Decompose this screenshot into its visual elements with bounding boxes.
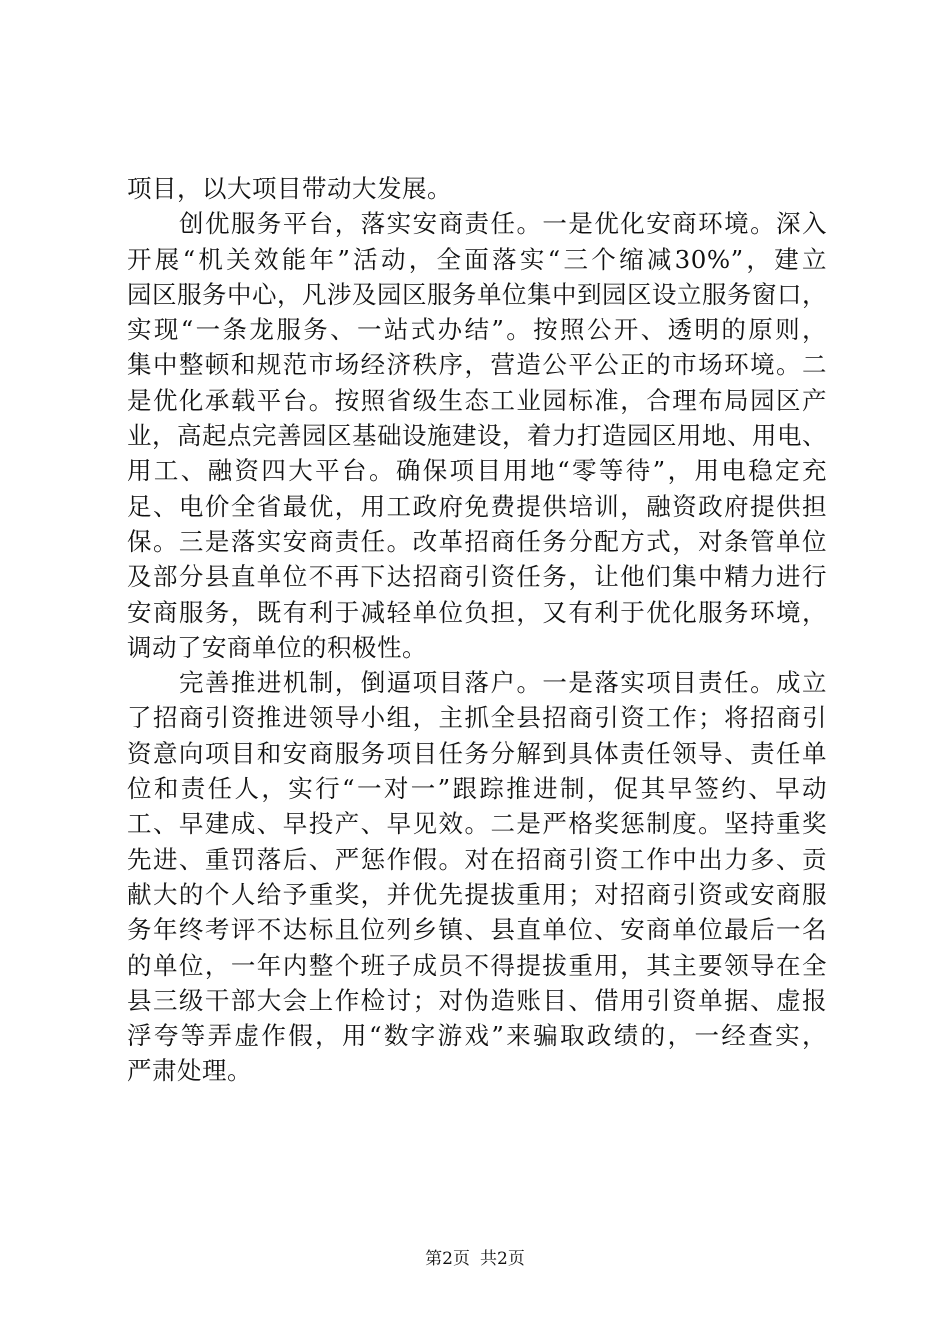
text-line: 了招商引资推进领导小组，主抓全县招商引资工作；将招商引 [127,703,827,733]
text-line: 安商服务，既有利于减轻单位负担，又有利于优化服务环境， [127,597,827,627]
page-footer [0,1244,950,1269]
text-line: 位和责任人，实行“一对一”跟踪推进制，促其早签约、早动 [127,774,827,804]
page-total: 共2页 [480,1249,525,1269]
document-body [127,171,827,1089]
text-line: 项目，以大项目带动大发展。 [127,174,452,203]
text-line: 工、早建成、早投产、早见效。二是严格奖惩制度。坚持重奖 [127,809,827,839]
text-line: 的单位，一年内整个班子成员不得提拔重用，其主要领导在全 [127,950,827,980]
text-line: 是优化承载平台。按照省级生态工业园标准，合理布局园区产 [127,385,827,415]
text-line: 资意向项目和安商服务项目任务分解到具体责任领导、责任单 [127,738,827,768]
text-line: 用工、融资四大平台。确保项目用地“零等待”，用电稳定充 [127,456,827,486]
text-line: 实现“一条龙服务、一站式办结”。按照公开、透明的原则， [127,315,827,345]
text-line: 保。三是落实安商责任。改革招商任务分配方式，对条管单位 [127,526,827,556]
text-line: 浮夸等弄虚作假，用“数字游戏”来骗取政绩的，一经查实， [127,1021,827,1051]
page-number: 第2页 [425,1249,470,1269]
text-line: 及部分县直单位不再下达招商引资任务，让他们集中精力进行 [127,562,827,592]
text-line: 园区服务中心，凡涉及园区服务单位集中到园区设立服务窗口， [127,279,827,309]
text-line: 县三级干部大会上作检讨；对伪造账目、借用引资单据、虚报 [127,985,827,1015]
text-line: 足、电价全省最优，用工政府免费提供培训，融资政府提供担 [127,491,827,521]
text-line: 献大的个人给予重奖，并优先提拔重用；对招商引资或安商服 [127,879,827,909]
text-line: 调动了安商单位的积极性。 [127,632,427,662]
text-line: 业，高起点完善园区基础设施建设，着力打造园区用地、用电、 [127,421,827,451]
text-line: 创优服务平台，落实安商责任。一是优化安商环境。深入 [179,209,827,239]
text-line: 完善推进机制，倒逼项目落户。一是落实项目责任。成立 [179,668,827,698]
text-line: 开展“机关效能年”活动，全面落实“三个缩减30%”，建立 [127,244,827,274]
text-line: 先进、重罚落后、严惩作假。对在招商引资工作中出力多、贡 [127,844,827,874]
text-line: 务年终考评不达标且位列乡镇、县直单位、安商单位最后一名 [127,915,827,945]
text-line: 集中整顿和规范市场经济秩序，营造公平公正的市场环境。二 [127,350,827,380]
text-line: 严肃处理。 [127,1056,252,1086]
